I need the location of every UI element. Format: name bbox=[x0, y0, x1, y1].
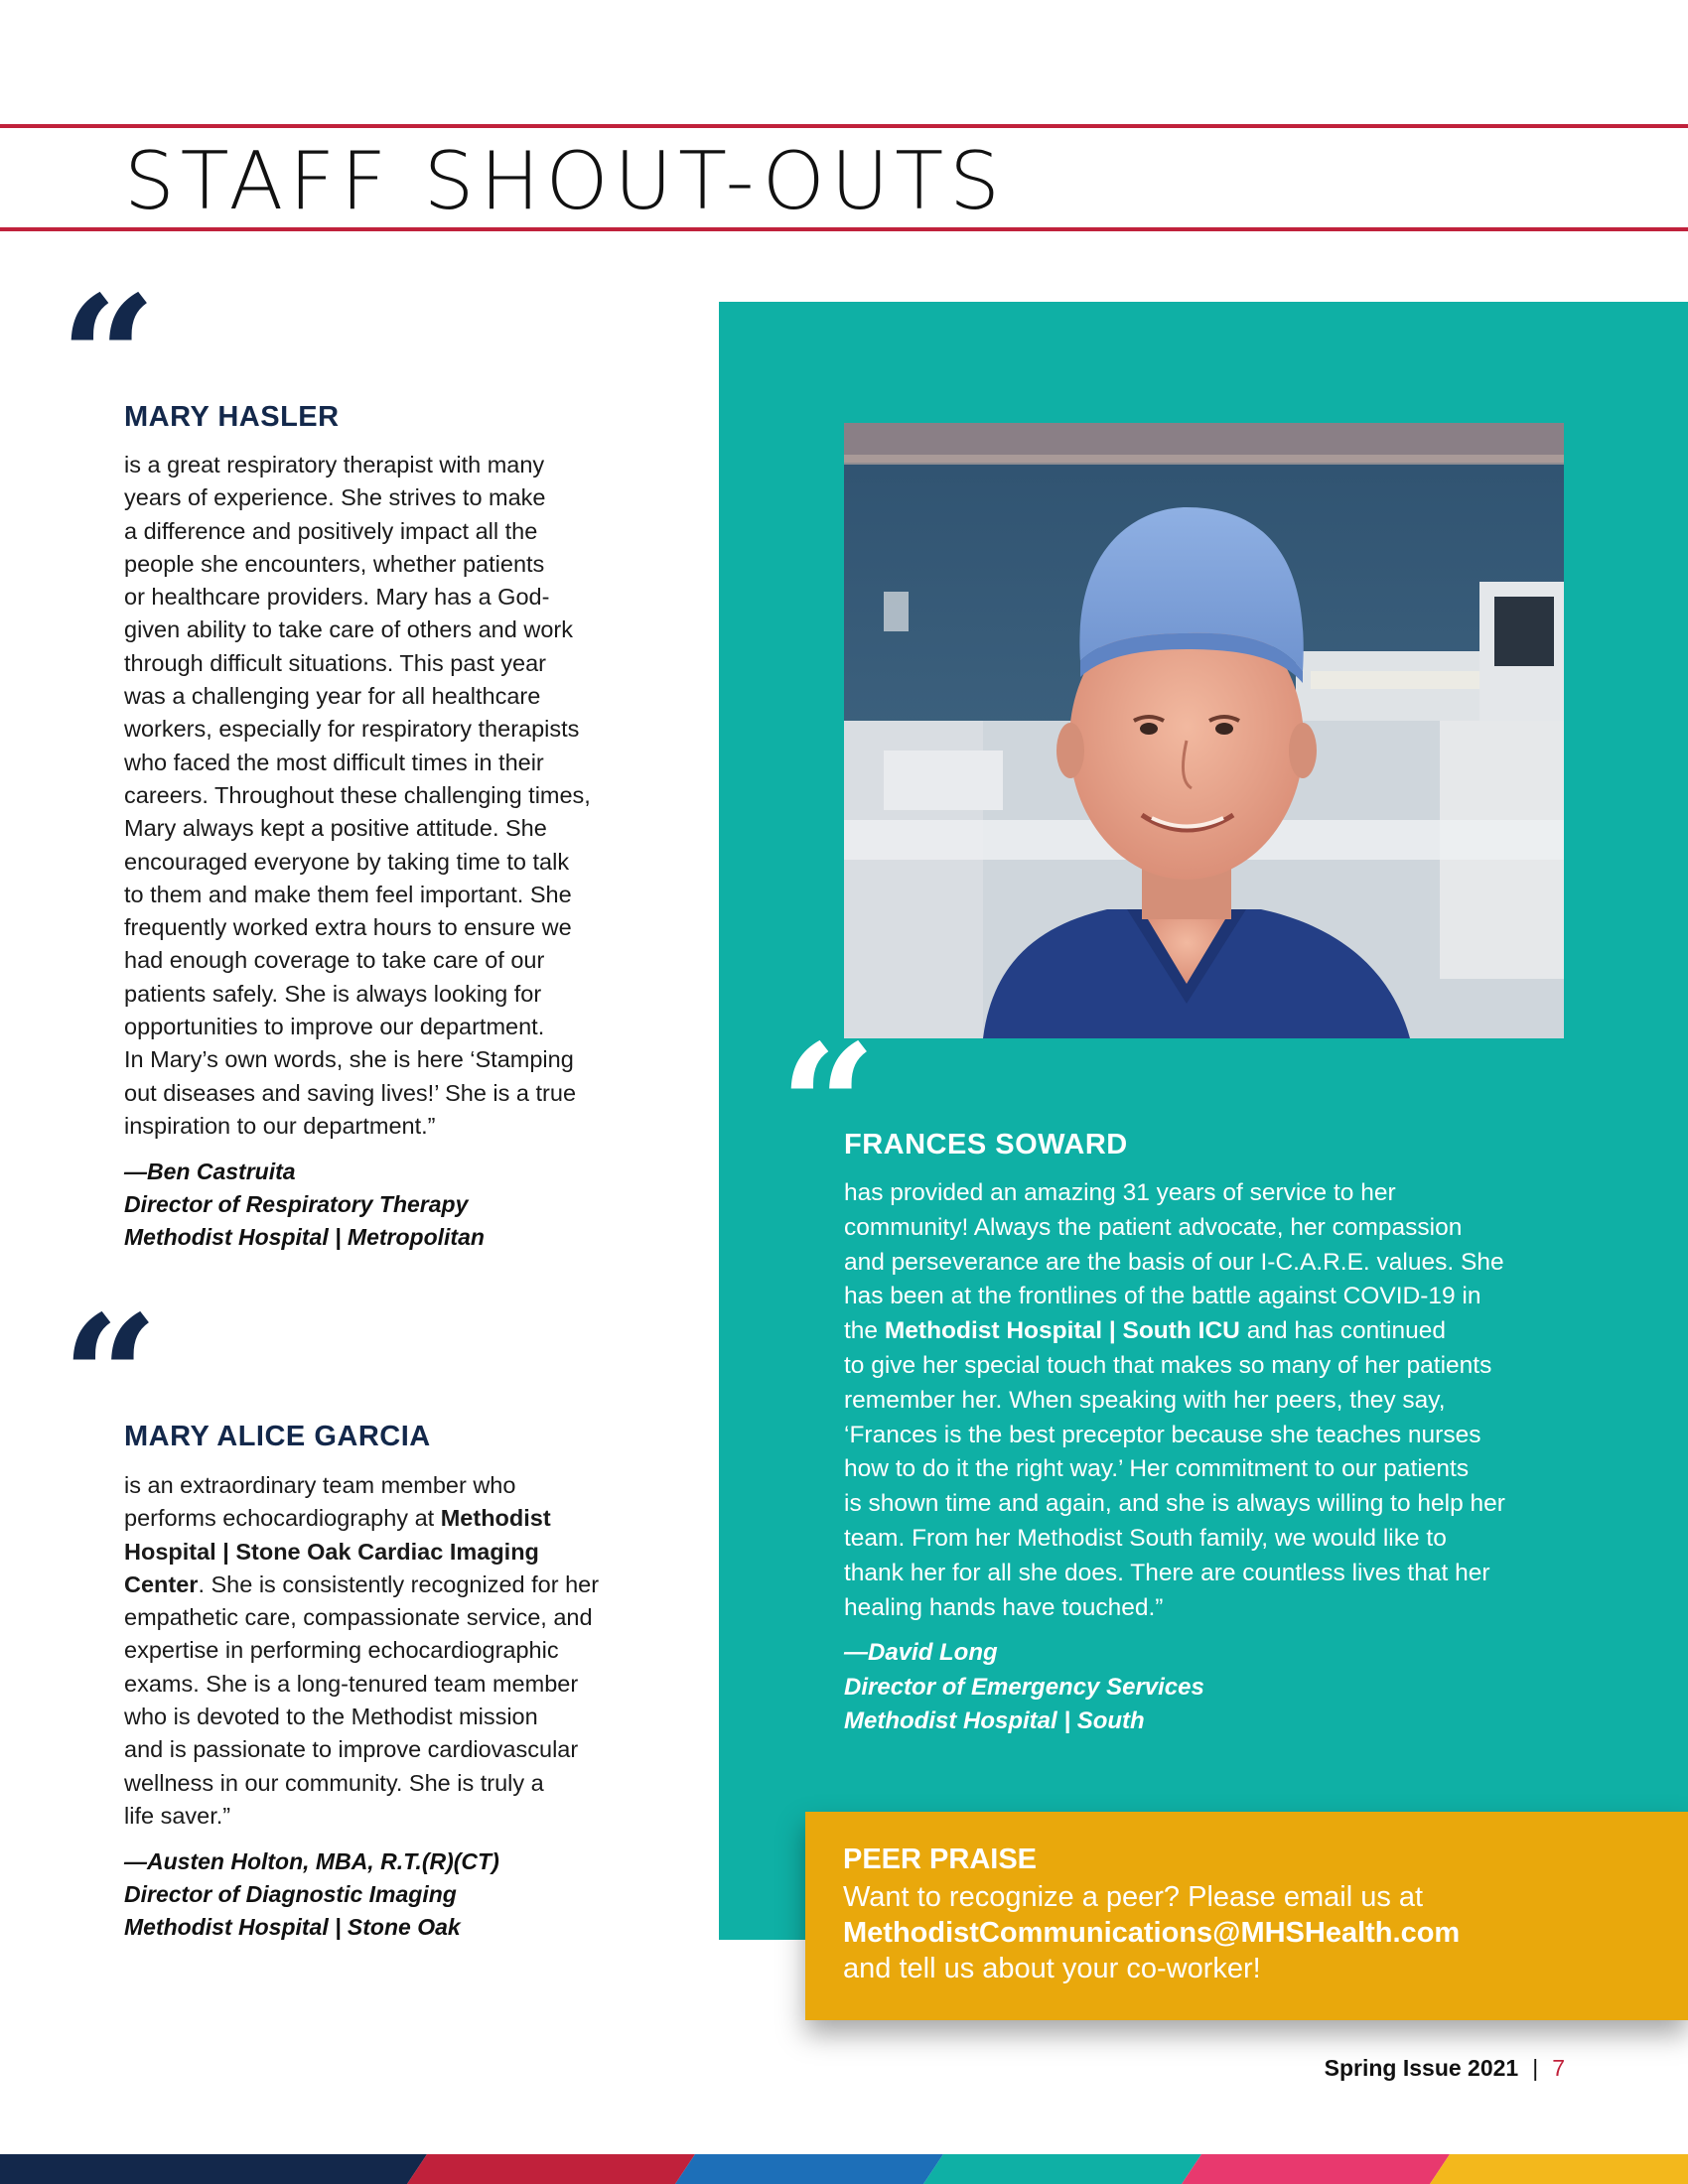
attribution-org: Methodist Hospital | South bbox=[844, 1707, 1145, 1734]
attribution-frances-soward bbox=[844, 1636, 1204, 1739]
body-line: careers. Throughout these challenging times, bbox=[124, 781, 591, 808]
body-line: and perseverance are the basis of our I-C.A.R.E. values. She bbox=[844, 1248, 1504, 1276]
peer-praise-email-link[interactable]: MethodistCommunications@MHSHealth.com bbox=[843, 1917, 1461, 1949]
body-line: healing hands have touched.” bbox=[844, 1593, 1164, 1621]
body-line: to them and make them feel important. She bbox=[124, 881, 572, 907]
body-line: remember her. When speaking with her peers, they say, bbox=[844, 1386, 1446, 1414]
body-line: people she encounters, whether patients bbox=[124, 550, 545, 577]
body-line: patients safely. She is always looking for bbox=[124, 980, 542, 1007]
body-line: workers, especially for respiratory therapists bbox=[124, 716, 580, 743]
attribution-author: —Austen Holton, MBA, R.T.(R)(CT) bbox=[124, 1848, 499, 1874]
shoutout-body-mary-alice-garcia bbox=[124, 1469, 650, 1833]
shoutout-name-mary-hasler: MARY HASLER bbox=[124, 401, 340, 433]
body-line: to give her special touch that makes so many of her patients bbox=[844, 1351, 1492, 1379]
body-line: frequently worked extra hours to ensure we bbox=[124, 914, 572, 941]
body-line: has been at the frontlines of the battle against COVID-19 in bbox=[844, 1283, 1481, 1310]
header-rule-top bbox=[0, 124, 1688, 128]
body-line: exams. She is a long-tenured team member bbox=[124, 1670, 579, 1697]
body-line: years of experience. She strives to make bbox=[124, 484, 546, 511]
footer-separator: | bbox=[1532, 2055, 1539, 2081]
quote-mark-icon: “ bbox=[62, 1294, 159, 1403]
body-line: inspiration to our department.” bbox=[124, 1112, 436, 1139]
shoutout-name-mary-alice-garcia: MARY ALICE GARCIA bbox=[124, 1421, 431, 1452]
body-line: community! Always the patient advocate, her compassion bbox=[844, 1213, 1463, 1241]
stripe bbox=[0, 2154, 427, 2184]
attribution-role: Director of Diagnostic Imaging bbox=[124, 1881, 457, 1907]
stripe bbox=[407, 2154, 695, 2184]
body-line: who is devoted to the Methodist mission bbox=[124, 1704, 538, 1730]
body-line: team. From her Methodist South family, we would like to bbox=[844, 1524, 1447, 1552]
attribution-role: Director of Respiratory Therapy bbox=[124, 1191, 469, 1217]
attribution-author: —Ben Castruita bbox=[124, 1159, 296, 1184]
page-number: 7 bbox=[1552, 2055, 1565, 2081]
attribution-org: Methodist Hospital | Stone Oak bbox=[124, 1914, 461, 1940]
body-line: encouraged everyone by taking time to talk bbox=[124, 848, 570, 875]
page-title: STAFF SHOUT-OUTS bbox=[124, 135, 1006, 227]
body-line: thank her for all she does. There are countless lives that her bbox=[844, 1559, 1490, 1586]
peer-praise-text: and tell us about your co-worker! bbox=[843, 1953, 1261, 1984]
attribution-role: Director of Emergency Services bbox=[844, 1673, 1204, 1701]
body-line: the Methodist Hospital | South ICU and has continued bbox=[844, 1317, 1446, 1345]
stripe bbox=[675, 2154, 943, 2184]
body-line: is an extraordinary team member who bbox=[124, 1472, 516, 1498]
shoutout-name-frances-soward: FRANCES SOWARD bbox=[844, 1129, 1128, 1160]
body-line: how to do it the right way.’ Her commitment to our patients bbox=[844, 1455, 1470, 1483]
stripe bbox=[923, 2154, 1201, 2184]
body-line: and is passionate to improve cardiovascular bbox=[124, 1736, 579, 1763]
attribution-mary-hasler bbox=[124, 1156, 485, 1254]
body-line: expertise in performing echocardiographic bbox=[124, 1637, 559, 1664]
header-rule-bottom bbox=[0, 227, 1688, 231]
body-line: given ability to take care of others and work bbox=[124, 616, 573, 643]
body-line: empathetic care, compassionate service, and bbox=[124, 1604, 593, 1631]
quote-mark-icon: “ bbox=[60, 274, 157, 383]
stripe bbox=[1182, 2154, 1450, 2184]
quote-mark-icon: “ bbox=[779, 1023, 877, 1132]
body-line: had enough coverage to take care of our bbox=[124, 947, 545, 974]
body-line: performs echocardiography at Methodist bbox=[124, 1505, 551, 1532]
body-line: ‘Frances is the best preceptor because she teaches nurses bbox=[844, 1421, 1481, 1448]
stripe bbox=[1430, 2154, 1688, 2184]
body-line: In Mary’s own words, she is here ‘Stamping bbox=[124, 1046, 574, 1073]
body-line: is a great respiratory therapist with many bbox=[124, 452, 545, 478]
peer-praise-text: Want to recognize a peer? Please email us at bbox=[843, 1881, 1424, 1913]
body-line: opportunities to improve our department. bbox=[124, 1014, 545, 1040]
body-line: out diseases and saving lives!’ She is a true bbox=[124, 1079, 577, 1106]
shoutout-body-frances-soward bbox=[844, 1176, 1658, 1625]
footer-color-stripes bbox=[0, 2154, 1688, 2184]
facility-name: Center bbox=[124, 1570, 199, 1597]
peer-praise-title: PEER PRAISE bbox=[843, 1843, 1037, 1875]
body-line: wellness in our community. She is truly a bbox=[124, 1769, 544, 1796]
attribution-mary-alice-garcia bbox=[124, 1845, 499, 1944]
body-line: or healthcare providers. Mary has a God- bbox=[124, 584, 550, 611]
body-line bbox=[124, 1536, 650, 1569]
facility-name: Methodist Hospital | South ICU bbox=[884, 1317, 1240, 1345]
body-line: was a challenging year for all healthcare bbox=[124, 683, 541, 710]
peer-praise-box bbox=[805, 1812, 1688, 2020]
attribution-org: Methodist Hospital | Metropolitan bbox=[124, 1224, 485, 1250]
body-line: who faced the most difficult times in their bbox=[124, 749, 544, 775]
shoutout-body-mary-hasler bbox=[124, 449, 650, 1143]
body-line: Center. She is consistently recognized for her bbox=[124, 1570, 600, 1597]
page-footer bbox=[1325, 2055, 1565, 2082]
body-line: Mary always kept a positive attitude. She bbox=[124, 815, 547, 842]
body-line: a difference and positively impact all the bbox=[124, 517, 538, 544]
facility-name: Hospital | Stone Oak Cardiac Imaging bbox=[124, 1538, 539, 1565]
staff-portrait-image bbox=[844, 423, 1564, 1038]
issue-label: Spring Issue 2021 bbox=[1324, 2055, 1519, 2081]
staff-photo bbox=[844, 423, 1564, 1038]
body-line: is shown time and again, and she is always willing to help her bbox=[844, 1490, 1505, 1518]
facility-name: Methodist bbox=[440, 1505, 551, 1532]
body-line: life saver.” bbox=[124, 1802, 231, 1829]
body-line: has provided an amazing 31 years of service to her bbox=[844, 1179, 1396, 1206]
body-line: through difficult situations. This past year bbox=[124, 649, 546, 676]
attribution-author: —David Long bbox=[844, 1639, 998, 1666]
